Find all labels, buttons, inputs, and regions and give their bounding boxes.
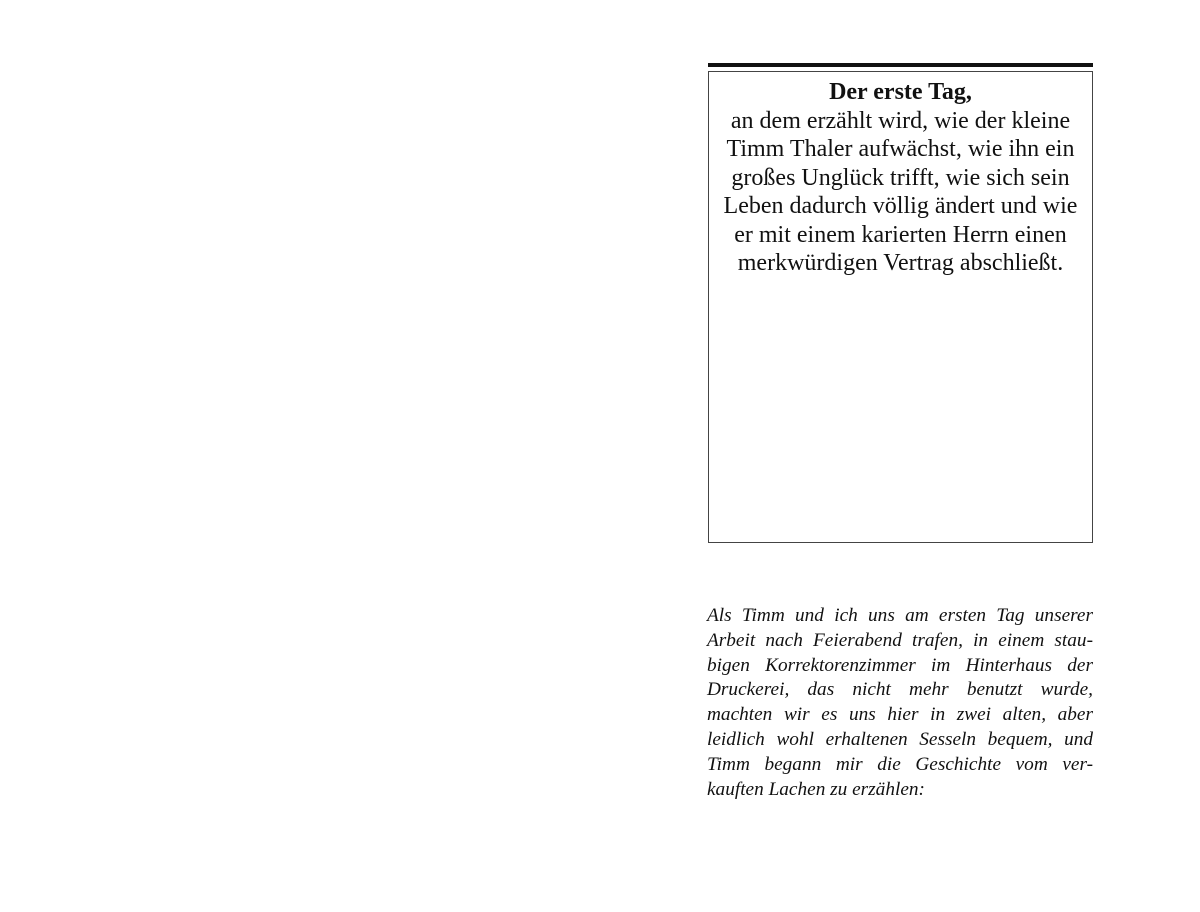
chapter-subtitle-line: merkwürdigen Vertrag abschließt. [737,250,1064,276]
top-rule [708,63,1093,67]
chapter-subtitle-line: an dem erzählt wird, wie der kleine [730,107,1071,134]
chapter-subtitle-line: er mit einem karierten Herrn einen [734,221,1067,248]
intro-line: Als Timm und ich uns am ersten Tag unserer [707,605,1093,626]
chapter-subtitle-line: Timm Thaler aufwächst, wie ihn ein [726,136,1075,162]
intro-paragraph [707,604,1093,802]
intro-line: Druckerei, das nicht mehr benutzt wurde, [707,679,1093,701]
intro-line: kauften Lachen zu erzählen: [707,778,925,800]
intro-line: leidlich wohl erhaltenen Sesseln bequem, und [707,728,1093,750]
chapter-box [708,71,1093,543]
intro-line: Timm begann mir die Geschichte vom ver- [707,753,1093,775]
chapter-heading [709,72,1092,278]
chapter-subtitle-line: großes Unglück trifft, wie sich sein [731,164,1070,191]
chapter-title: Der erste Tag, [829,79,972,105]
intro-line: machten wir es uns hier in zwei alten, aber [707,704,1093,726]
chapter-subtitle-line: Leben dadurch völlig ändert und wie [723,193,1078,219]
intro-line: bigen Korrektorenzimmer im Hinterhaus der [707,654,1093,676]
intro-line: Arbeit nach Feierabend trafen, in einem stau- [707,629,1093,651]
